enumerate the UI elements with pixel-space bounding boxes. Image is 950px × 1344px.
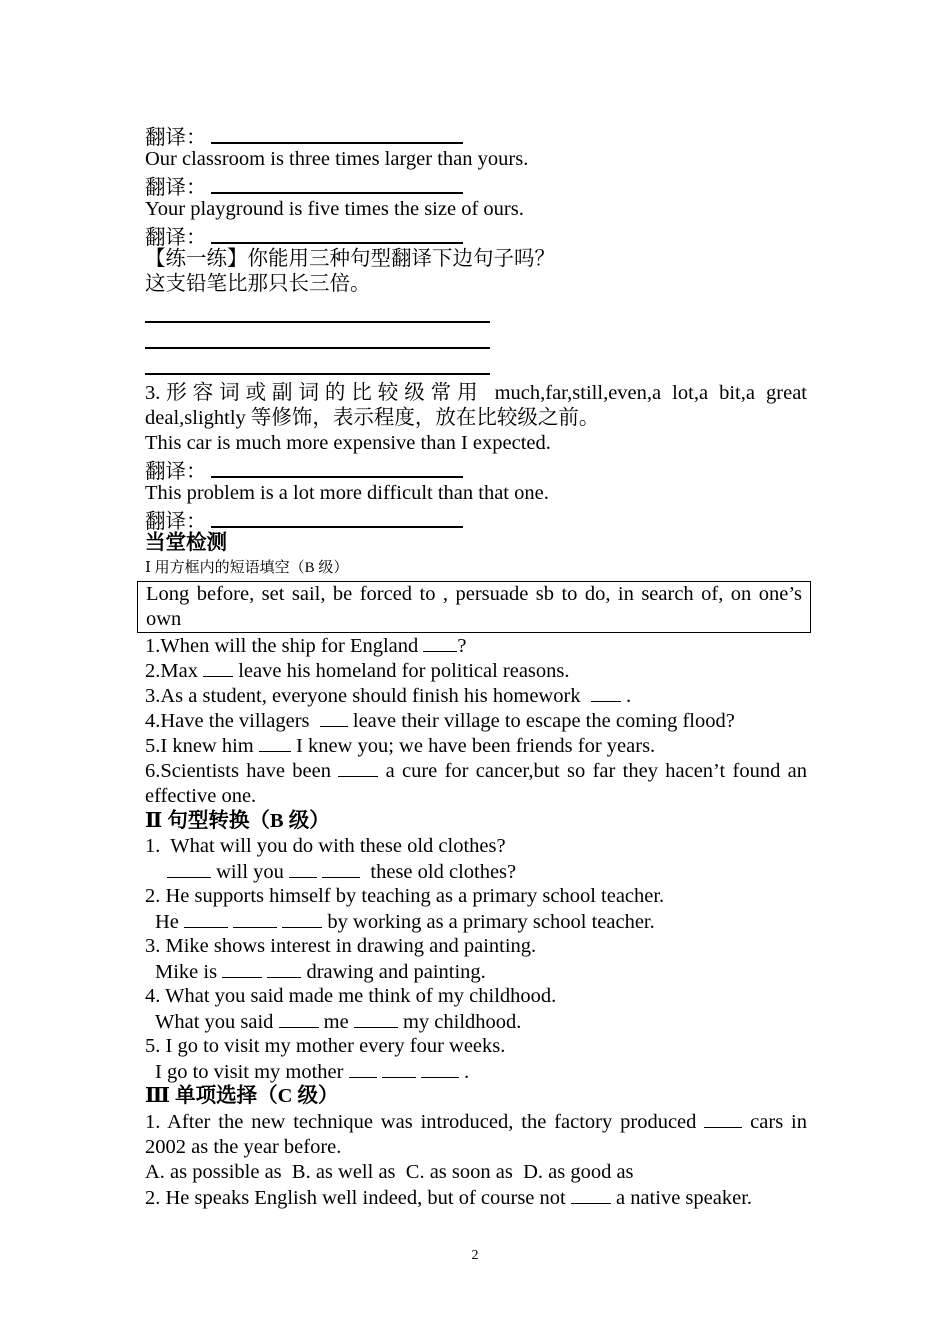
transform-question: 1. What will you do with these old clothes? — [145, 835, 506, 857]
phrase-box: Long before, set sail, be forced to , persuade sb to do, in search of, on one’s own — [137, 581, 811, 633]
example-sentence: Your playground is five times the size of ours. — [145, 198, 524, 220]
translate-blank[interactable] — [211, 122, 463, 144]
answer-blank[interactable] — [349, 1059, 377, 1078]
example-sentence: This car is much more expensive than I expected. — [145, 432, 551, 454]
transform-answer: What you said me my childhood. — [155, 1011, 522, 1033]
answer-line[interactable] — [145, 323, 490, 349]
answer-line[interactable] — [145, 297, 490, 323]
answer-blank[interactable] — [289, 859, 317, 878]
translate-label: 翻译： — [145, 227, 207, 249]
transform-question: 5. I go to visit my mother every four weeks. — [145, 1035, 506, 1057]
choice-question: 2. He speaks English well indeed, but of course not a native speaker. — [145, 1187, 753, 1209]
translate-line — [145, 122, 807, 147]
part-title: Ⅱ 句型转换（B 级） — [145, 810, 330, 832]
question-item: 1.When will the ship for England ? — [145, 635, 467, 657]
answer-blank[interactable] — [423, 633, 457, 652]
question-item: 6.Scientists have been a cure for cancer,but so far they hacen’t found an effective one. — [145, 760, 807, 807]
choice-options: A. as possible as B. as well as C. as soon as D. as good as — [145, 1161, 634, 1183]
answer-blank[interactable] — [279, 1009, 319, 1028]
page-number: 2 — [471, 1248, 479, 1263]
choice-question: 1. After the new technique was introduced, the factory produced cars in 2002 as the year before. — [145, 1111, 807, 1158]
question-item: 5.I knew him I knew you; we have been friends for years. — [145, 735, 656, 757]
answer-blank[interactable] — [184, 909, 228, 928]
example-sentence: Our classroom is three times larger than yours. — [145, 148, 529, 170]
answer-blank[interactable] — [259, 733, 291, 752]
question-item: 2.Max leave his homeland for political reasons. — [145, 660, 570, 682]
translate-blank[interactable] — [211, 172, 463, 194]
question-item: 4.Have the villagers leave their village to escape the coming flood? — [145, 710, 735, 732]
transform-answer: will you these old clothes? — [145, 859, 807, 884]
example-sentence: This problem is a lot more difficult than that one. — [145, 482, 549, 504]
translate-line — [145, 506, 807, 531]
transform-question: 2. He supports himself by teaching as a primary school teacher. — [145, 885, 665, 907]
translate-blank[interactable] — [211, 506, 463, 528]
answer-blank[interactable] — [203, 658, 233, 677]
translate-label: 翻译： — [145, 127, 207, 149]
practice-sentence: 这支铅笔比那只长三倍。 — [145, 273, 371, 295]
answer-blank[interactable] — [267, 959, 301, 978]
answer-blank[interactable] — [354, 1009, 398, 1028]
answer-blank[interactable] — [167, 859, 211, 878]
practice-prompt: 【练一练】你能用三种句型翻译下边句子吗？ — [145, 248, 555, 270]
translate-label: 翻译： — [145, 511, 207, 533]
question-item: 3.As a student, everyone should finish his homework . — [145, 685, 632, 707]
answer-blank[interactable] — [338, 758, 378, 777]
answer-blank[interactable] — [591, 683, 621, 702]
answer-blank[interactable] — [704, 1109, 742, 1128]
answer-line[interactable] — [145, 349, 490, 375]
answer-blank[interactable] — [421, 1059, 459, 1078]
translate-line — [145, 456, 807, 481]
translate-blank[interactable] — [211, 222, 463, 244]
part-title: Ⅲ 单项选择（C 级） — [145, 1085, 339, 1107]
answer-blank[interactable] — [382, 1059, 416, 1078]
transform-answer: I go to visit my mother . — [155, 1061, 470, 1083]
translate-label: 翻译： — [145, 461, 207, 483]
transform-question: 3. Mike shows interest in drawing and painting. — [145, 935, 537, 957]
answer-blank[interactable] — [222, 959, 262, 978]
translate-line — [145, 172, 807, 197]
answer-blank[interactable] — [320, 708, 348, 727]
grammar-rule: 3.形容词或副词的比较级常用 much,far,still,even,a lot,a bit,a great deal,slightly 等修饰，表示程度，放在比较级之前。 — [145, 382, 807, 429]
translate-line — [145, 222, 807, 247]
answer-blank[interactable] — [282, 909, 322, 928]
document-page — [145, 122, 807, 1210]
section-heading: 当堂检测 — [145, 532, 227, 554]
translate-blank[interactable] — [211, 456, 463, 478]
translate-label: 翻译： — [145, 177, 207, 199]
transform-answer: He by working as a primary school teacher. — [155, 911, 655, 933]
answer-blank[interactable] — [571, 1185, 611, 1204]
answer-blank[interactable] — [322, 859, 360, 878]
answer-blank[interactable] — [233, 909, 277, 928]
transform-answer: Mike is drawing and painting. — [155, 961, 486, 983]
part-title: Ⅰ 用方框内的短语填空（B 级） — [145, 560, 349, 576]
transform-question: 4. What you said made me think of my childhood. — [145, 985, 557, 1007]
